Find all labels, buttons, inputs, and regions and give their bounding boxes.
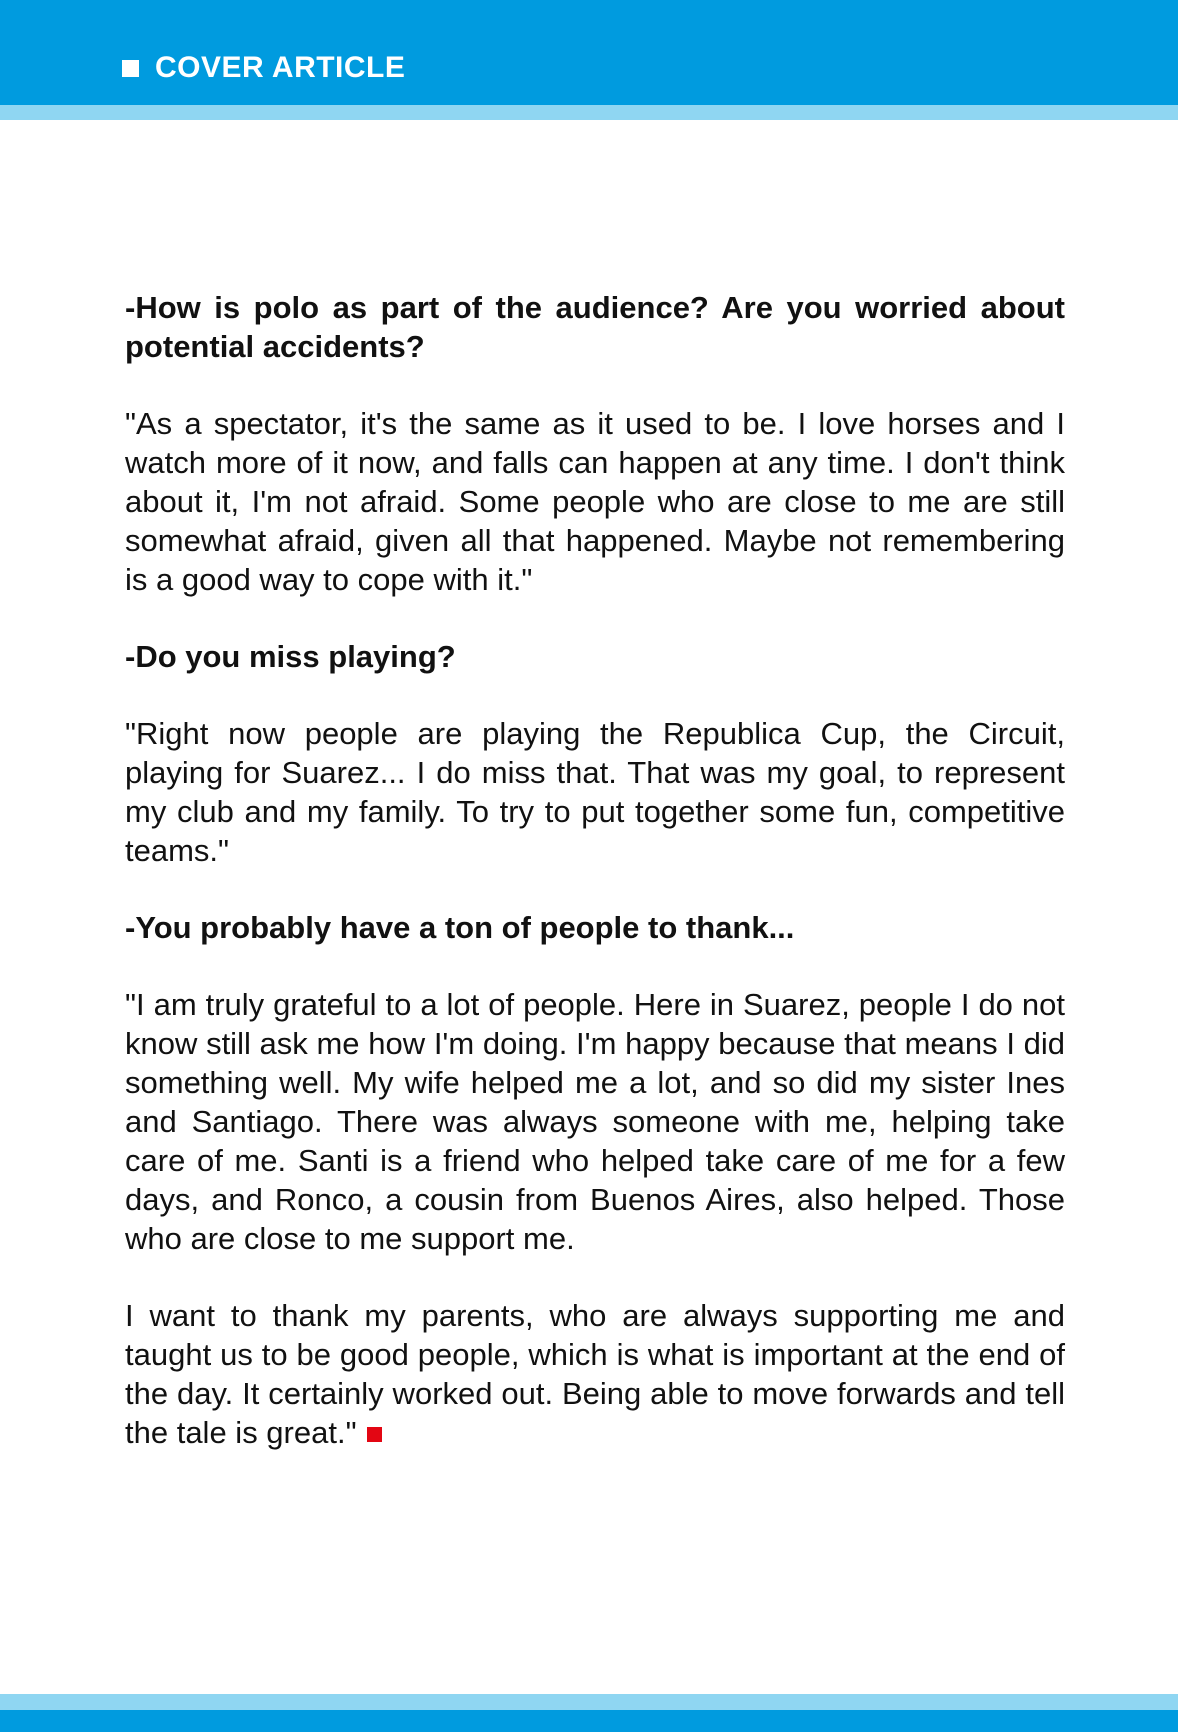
question-1: -How is polo as part of the audience? Are you worried about potential accidents? xyxy=(125,290,1065,364)
answer-3: "I am truly grateful to a lot of people. Here in Suarez, people I do not know still ask me how I'm doing. I'm happy because that means I did something well. My wife helped me a lot, and so did my sister Ines and Santiago. There was always someone with me, helping take care of me. Santi is a friend who helped take care of me for a few days, and Ronco, a cousin from Buenos Aires, also helped. Those who are close to me support me. xyxy=(125,987,1065,1256)
section-label xyxy=(122,48,405,88)
end-mark-icon xyxy=(367,1427,382,1442)
question-3: -You probably have a ton of people to thank... xyxy=(125,910,795,945)
header-stripe xyxy=(0,105,1178,120)
answer-4-text: I want to thank my parents, who are always supporting me and taught us to be good people, which is what is important at the end of the day. It certainly worked out. Being able to move forwards and tell the tale is great." xyxy=(125,1298,1065,1450)
question-2: -Do you miss playing? xyxy=(125,639,456,674)
footer-band xyxy=(0,1710,1178,1732)
article-body xyxy=(125,288,1065,1490)
section-label-text: COVER ARTICLE xyxy=(155,51,406,84)
answer-1: "As a spectator, it's the same as it used to be. I love horses and I watch more of it now, and falls can happen at any time. I don't think about it, I'm not afraid. Some people who are close to me are still somewhat afraid, given all that happened. Maybe not remembering is a good way to cope with it." xyxy=(125,406,1065,597)
answer-4 xyxy=(125,1296,1065,1452)
answer-2: "Right now people are playing the Republica Cup, the Circuit, playing for Suarez... I do miss that. That was my goal, to represent my club and my family. To try to put together some fun, competitive teams." xyxy=(125,716,1065,868)
section-square-icon xyxy=(122,60,139,77)
footer-stripe xyxy=(0,1694,1178,1710)
